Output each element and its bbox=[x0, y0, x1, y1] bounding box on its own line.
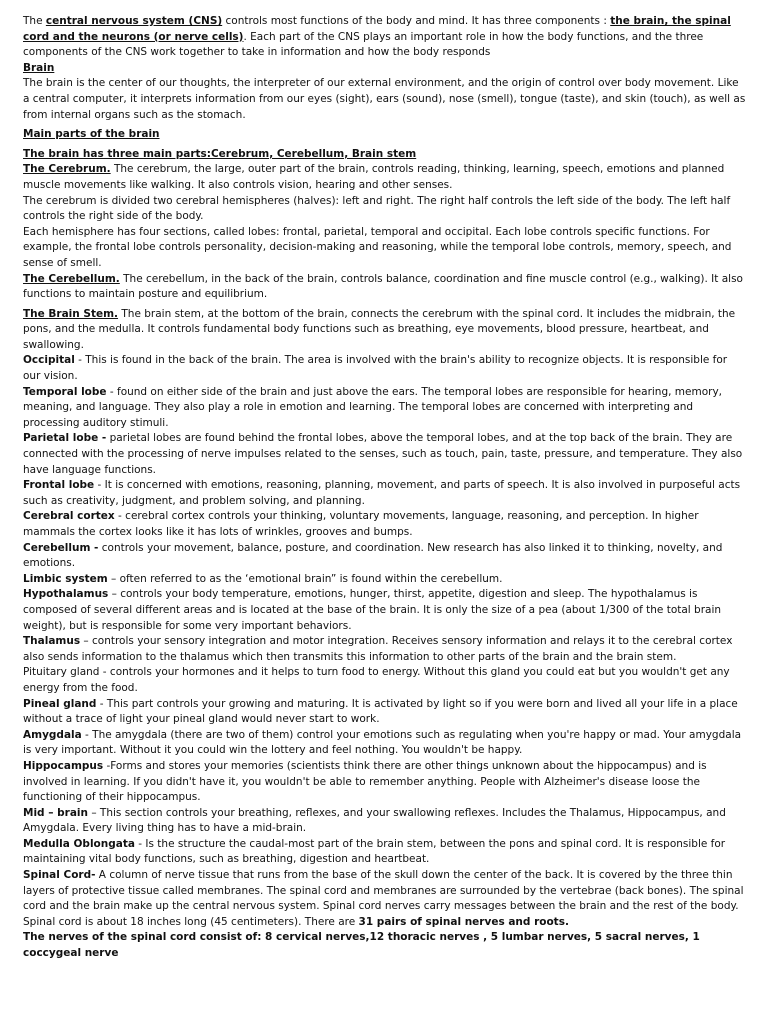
def-spinal-cord bbox=[23, 868, 746, 930]
definition-text: - found on either side of the brain and just above the ears. The temporal lobes are responsible for hearing, memory, meaning, and language. They also play a role in emotion and learning. The temporal lobes are concerned with interpreting and processing auditory stimuli. bbox=[23, 385, 723, 429]
term: Frontal lobe bbox=[23, 479, 95, 492]
def-occipital bbox=[23, 353, 746, 384]
definition-text: – controls your sensory integration and motor integration. Receives sensory information and relays it to the cerebral cortex also sends information to the thalamus which then transmits this information to other parts of the brain and the brain stem. bbox=[23, 635, 733, 663]
intro-text-3: . Each part of the CNS plays an important role in how the body functions, and the three components of the CNS work together to take in information and how the body responds bbox=[23, 30, 704, 59]
term: Cerebral cortex bbox=[23, 510, 115, 523]
spinal-nerves-summary: The nerves of the spinal cord consist of: 8 cervical nerves,12 thoracic nerves , 5 lumbar nerves, 5 sacral nerves, 1 coccygeal nerve bbox=[23, 931, 700, 960]
cerebellum-section-text: The cerebellum, in the back of the brain, controls balance, coordination and fine muscle control (e.g., walking). It also functions to maintain posture and equilibrium. bbox=[23, 272, 743, 301]
brain-paragraph: The brain is the center of our thoughts, the interpreter of our external environment, and the origin of control over body movement. Like a central computer, it interprets information from our eyes (sight), ears (sound), nose (smell), tongue (taste), and skin (touch), as well as from internal organs such as the stomach. bbox=[23, 77, 746, 121]
three-parts-heading: The brain has three main parts:Cerebrum, Cerebellum, Brain stem bbox=[23, 147, 417, 160]
cns-term: central nervous system (CNS) bbox=[45, 15, 223, 27]
def-limbic-system bbox=[23, 572, 746, 588]
term: Medulla Oblongata bbox=[23, 837, 135, 850]
term: Hippocampus bbox=[23, 759, 104, 772]
cerebrum-paragraph bbox=[23, 162, 746, 193]
term: Thalamus bbox=[23, 635, 81, 648]
definition-text: – often referred to as the ‘emotional brain” is found within the cerebellum. bbox=[107, 572, 503, 585]
def-amygdala bbox=[23, 728, 746, 759]
intro-paragraph bbox=[23, 14, 746, 61]
term: Limbic system bbox=[23, 572, 108, 585]
cerebrum-term: The Cerebrum. bbox=[23, 163, 111, 176]
def-medulla-oblongata bbox=[23, 837, 746, 868]
def-parietal-lobe bbox=[23, 431, 746, 478]
cns-components: the brain, the spinal cord and the neurons (or nerve cells) bbox=[23, 15, 731, 43]
def-hippocampus bbox=[23, 759, 746, 806]
definition-text: - The amygdala (there are two of them) control your emotions such as regulating when you're happy or mad. Your amygdala is very important. Without it you could win the lottery and feel nothing. You wouldn't be happy. bbox=[23, 728, 742, 757]
spinal-nerve-count: 31 pairs of spinal nerves and roots. bbox=[358, 915, 569, 928]
brainstem-term: The Brain Stem. bbox=[23, 307, 119, 320]
intro-text-1: The bbox=[23, 15, 46, 27]
definition-text: -Forms and stores your memories (scientists think there are other things unknown about the hippocampus) and is involved in learning. If you didn't have it, you wouldn't be able to remember anything. People with Alzheimer's disease loose the functioning of their hippocampus. bbox=[23, 759, 707, 804]
definition-text: - This part controls your growing and maturing. It is activated by light so if you were born and lived all your life in a place without a trace of light your pineal gland would never start to work. bbox=[23, 697, 738, 726]
cerebrum-text: The cerebrum, the large, outer part of the brain, controls reading, thinking, learning, speech, emotions and planned muscle movements like walking. It also controls vision, hearing and other senses. bbox=[23, 163, 725, 191]
term: Cerebellum - bbox=[23, 541, 99, 554]
definition-text: - It is concerned with emotions, reasoning, planning, movement, and parts of speech. It is also involved in purposeful acts such as creativity, judgment, and problem solving, and planning. bbox=[23, 479, 741, 507]
cerebellum-section-paragraph bbox=[23, 272, 746, 303]
term: Spinal Cord- bbox=[23, 869, 96, 882]
def-cerebral-cortex bbox=[23, 509, 746, 540]
closing-paragraph bbox=[23, 930, 746, 961]
definition-text: parietal lobes are found behind the frontal lobes, above the temporal lobes, and at the top back of the brain. They are connected with the processing of nerve impulses related to the senses, such as touch, pain, taste, pressure, and temperature. They also have language functions. bbox=[23, 432, 743, 476]
term: Parietal lobe - bbox=[23, 432, 107, 445]
term: Amygdala bbox=[23, 728, 82, 741]
term: Temporal lobe bbox=[23, 385, 107, 398]
definition-text: A column of nerve tissue that runs from the base of the skull down the center of the back. It is covered by the three thin layers of protective tissue called membranes. The spinal cord and membranes are surrounded by the vertebrae (back bones). The spinal cord and the brain make up the central nervous system. Spinal cord nerves carry messages between the brain and the rest of the body. Spinal cord is about 18 inches long (45 centimeters). There are bbox=[23, 869, 744, 928]
def-pineal-gland bbox=[23, 697, 746, 728]
cerebellum-section-term: The Cerebellum. bbox=[23, 272, 120, 285]
def-hypothalamus bbox=[23, 587, 746, 634]
term: Pineal gland bbox=[23, 697, 97, 710]
cerebrum-lobes-paragraph: Each hemisphere has four sections, called lobes: frontal, parietal, temporal and occipital. Each lobe controls specific functions. For example, the frontal lobe controls personality, decision-making and reasoning, while the temporal lobe controls, memory, speech, and sense of smell. bbox=[23, 225, 732, 269]
def-pituitary-gland: Pituitary gland - controls your hormones and it helps to turn food to energy. Without this gland you could eat but you wouldn't get any energy from the food. bbox=[23, 666, 730, 694]
definition-text: - cerebral cortex controls your thinking, voluntary movements, language, reasoning, and perception. In higher mammals the cortex looks like it has lots of wrinkles, grooves and bumps. bbox=[23, 510, 699, 538]
def-thalamus bbox=[23, 634, 746, 665]
term: Occipital bbox=[23, 354, 75, 367]
definition-text: controls your movement, balance, posture, and coordination. New research has also linked it to thinking, novelty, and emotions. bbox=[23, 541, 723, 570]
brainstem-paragraph bbox=[23, 307, 746, 354]
def-temporal-lobe bbox=[23, 385, 746, 432]
brain-heading: Brain bbox=[23, 61, 55, 74]
definition-text: - Is the structure the caudal-most part of the brain stem, between the pons and spinal cord. It is responsible for maintaining vital body functions, such as breathing, digestion and heartbeat. bbox=[23, 837, 726, 866]
term: Mid – brain bbox=[23, 806, 88, 819]
term: Hypothalamus bbox=[23, 588, 109, 601]
intro-text-2: controls most functions of the body and mind. It has three components : bbox=[222, 15, 611, 27]
def-frontal-lobe bbox=[23, 478, 746, 509]
def-cerebellum bbox=[23, 541, 746, 572]
def-mid-brain bbox=[23, 806, 746, 837]
main-parts-heading: Main parts of the brain bbox=[23, 128, 160, 141]
cerebrum-hemispheres-paragraph: The cerebrum is divided two cerebral hemispheres (halves): left and right. The right half controls the left side of the body. The left half controls the right side of the body. bbox=[23, 194, 731, 223]
brainstem-text: The brain stem, at the bottom of the brain, connects the cerebrum with the spinal cord. It includes the midbrain, the pons, and the medulla. It controls fundamental body functions such as breathing, eye movements, blood pressure, heartbeat, and swallowing. bbox=[23, 307, 736, 351]
definition-text: – controls your body temperature, emotions, hunger, thirst, appetite, digestion and sleep. The hypothalamus is composed of several different areas and is located at the base of the brain. It is only the size of a pea (about 1/300 of the total brain weight), but is responsible for some very important behaviors. bbox=[23, 588, 722, 632]
definition-text: - This is found in the back of the brain. The area is involved with the brain's ability to recognize objects. It is responsible for our vision. bbox=[23, 354, 728, 383]
definition-text: – This section controls your breathing, reflexes, and your swallowing reflexes. Includes the Thalamus, Hippocampus, and Amygdala. Every living thing has to have a mid-brain. bbox=[23, 806, 726, 835]
